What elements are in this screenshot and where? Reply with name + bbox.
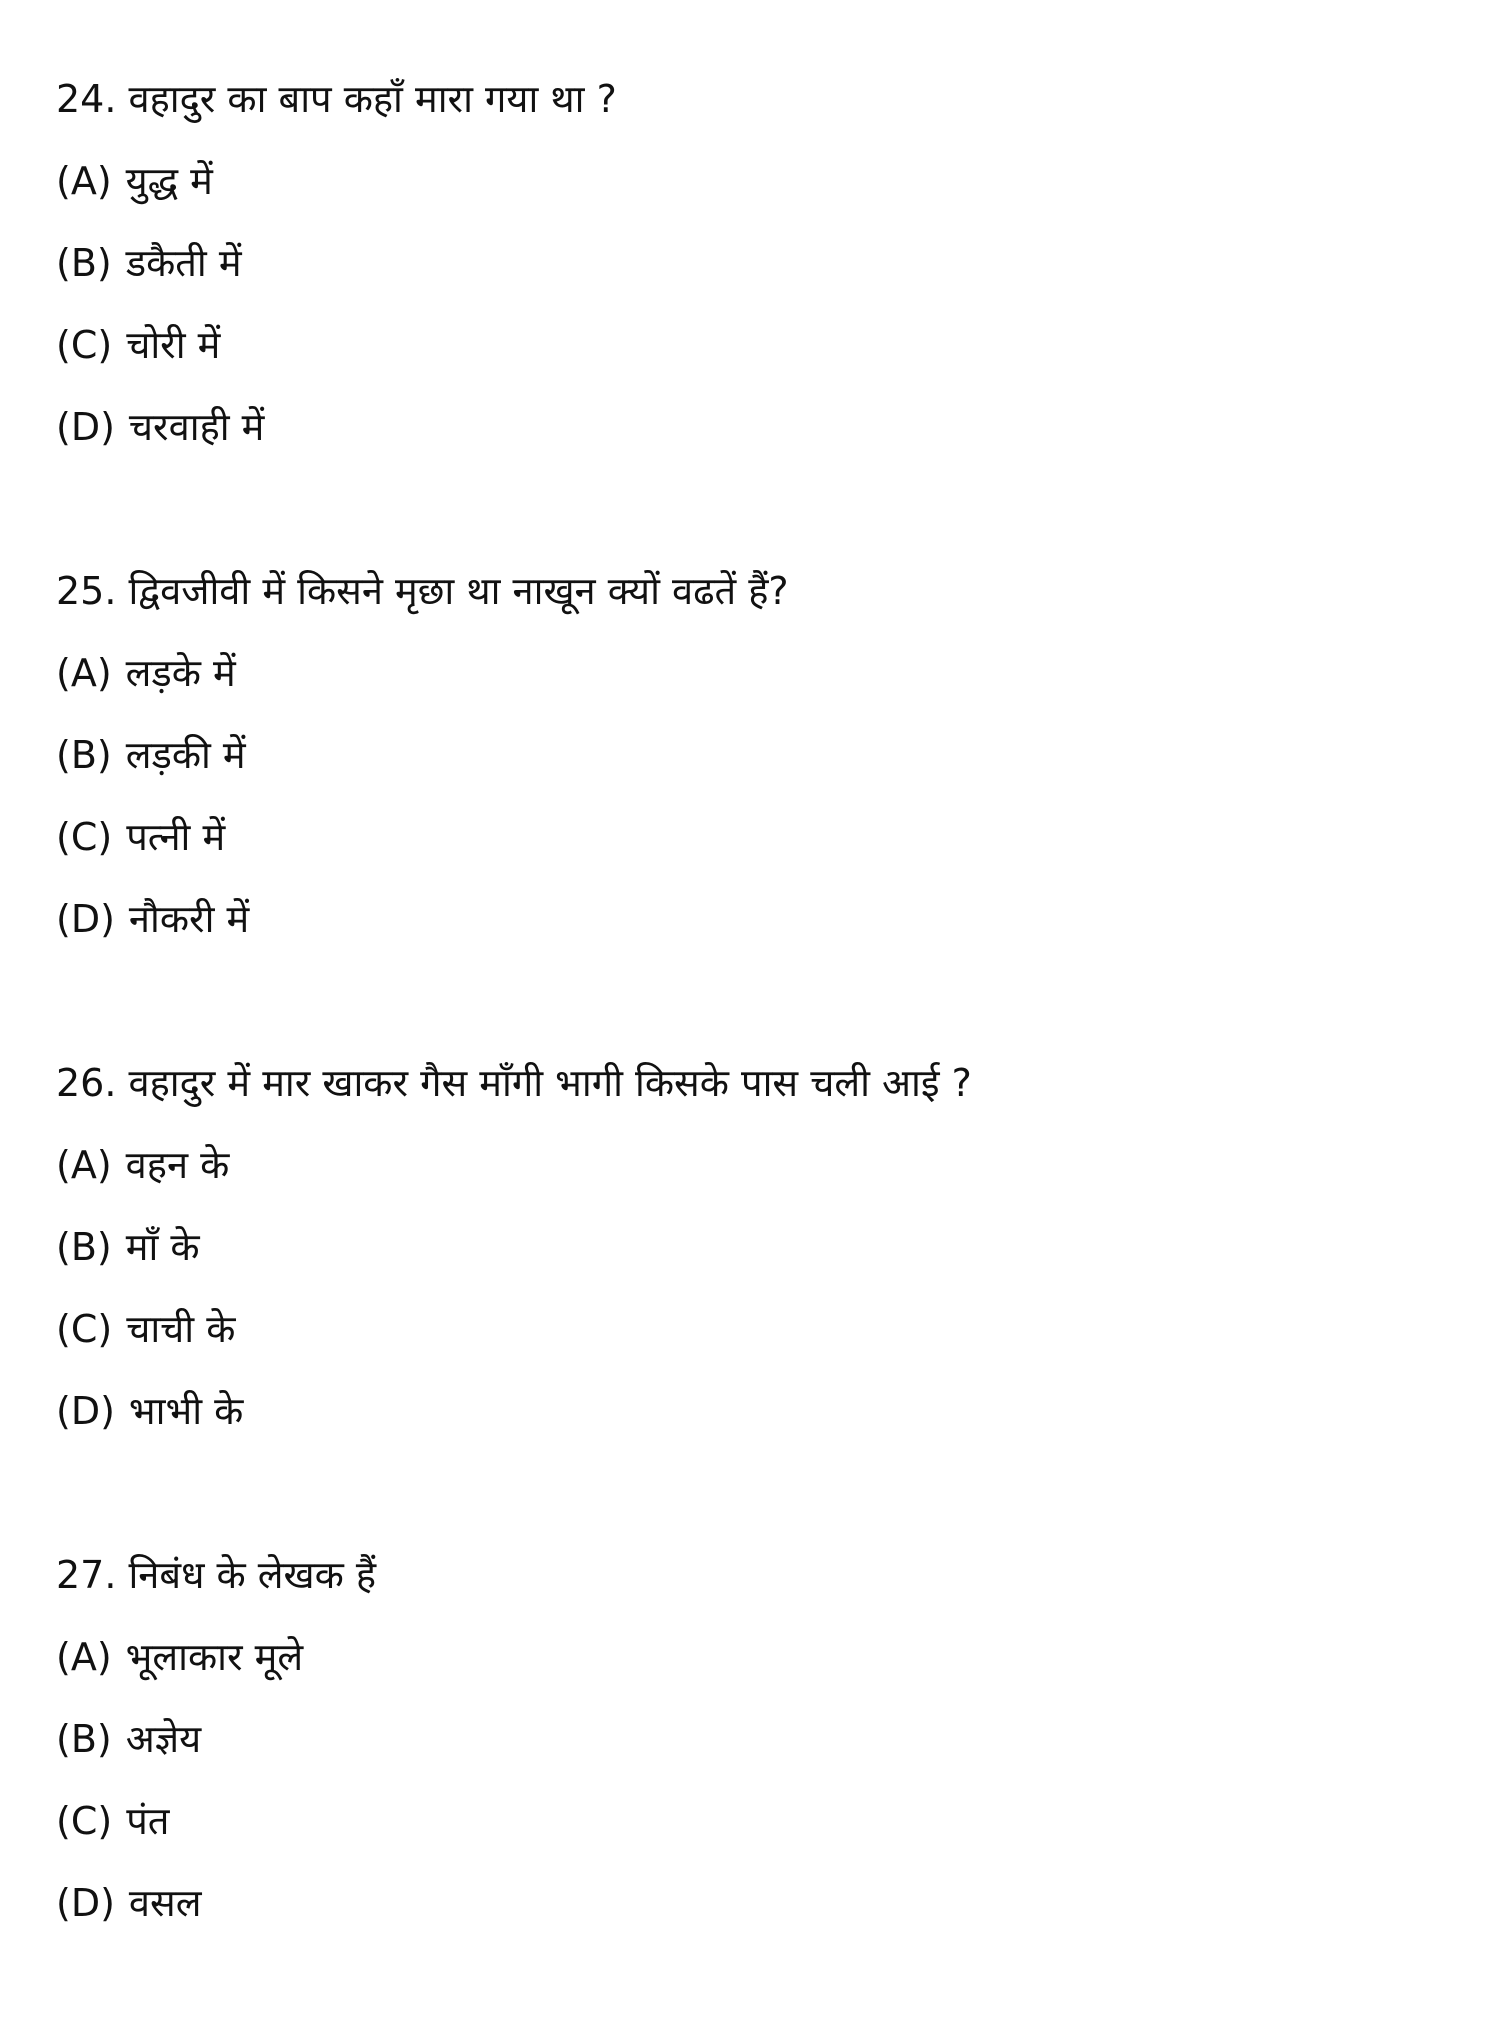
option-key: (B) xyxy=(56,1717,112,1761)
question-number: 25. xyxy=(56,569,117,613)
option-c xyxy=(56,796,1456,878)
question-text-line xyxy=(56,1042,1456,1124)
option-text: चरवाही में xyxy=(128,405,265,449)
question-text: वहादुर का बाप कहाँ मारा गया था ? xyxy=(128,77,617,121)
option-d xyxy=(56,878,1456,960)
option-text: नौकरी में xyxy=(128,897,250,941)
option-key: (D) xyxy=(56,897,115,941)
option-key: (C) xyxy=(56,323,113,367)
question-number: 27. xyxy=(56,1553,117,1597)
option-text: लड़की में xyxy=(125,733,246,777)
option-text: चोरी में xyxy=(126,323,221,367)
question-number: 24. xyxy=(56,77,117,121)
option-text: पंत xyxy=(126,1799,170,1843)
question-26 xyxy=(56,1042,1456,1452)
option-c xyxy=(56,304,1456,386)
option-key: (B) xyxy=(56,733,112,777)
option-key: (A) xyxy=(56,651,112,695)
option-key: (A) xyxy=(56,1635,112,1679)
option-text: लड़के में xyxy=(125,651,236,695)
option-key: (C) xyxy=(56,815,113,859)
option-b xyxy=(56,1206,1456,1288)
option-text: माँ के xyxy=(125,1225,200,1269)
question-text-line xyxy=(56,58,1456,140)
option-a xyxy=(56,632,1456,714)
question-text: वहादुर में मार खाकर गैस माँगी भागी किसके पास चली आई ? xyxy=(128,1061,972,1105)
option-b xyxy=(56,1698,1456,1780)
option-c xyxy=(56,1780,1456,1862)
question-text: द्विवजीवी में किसने मृछा था नाखून क्यों वढतें हैं? xyxy=(128,569,789,613)
option-a xyxy=(56,1124,1456,1206)
option-key: (D) xyxy=(56,1881,115,1925)
option-text: युद्ध में xyxy=(125,159,213,203)
question-24 xyxy=(56,58,1456,468)
option-text: अज्ञेय xyxy=(125,1717,202,1761)
option-key: (D) xyxy=(56,1389,115,1433)
option-a xyxy=(56,140,1456,222)
option-c xyxy=(56,1288,1456,1370)
option-key: (A) xyxy=(56,159,112,203)
option-text: वहन के xyxy=(125,1143,230,1187)
option-key: (D) xyxy=(56,405,115,449)
question-25 xyxy=(56,550,1456,960)
option-key: (A) xyxy=(56,1143,112,1187)
option-text: डकैती में xyxy=(125,241,242,285)
option-text: वसल xyxy=(128,1881,202,1925)
option-text: भाभी के xyxy=(128,1389,244,1433)
question-text: निबंध के लेखक हैं xyxy=(128,1553,377,1597)
question-text-line xyxy=(56,550,1456,632)
option-text: पत्नी में xyxy=(126,815,226,859)
option-text: चाची के xyxy=(126,1307,236,1351)
option-text: भूलाकार मूले xyxy=(125,1635,304,1679)
option-key: (B) xyxy=(56,1225,112,1269)
question-number: 26. xyxy=(56,1061,117,1105)
question-text-line xyxy=(56,1534,1456,1616)
option-b xyxy=(56,222,1456,304)
option-key: (B) xyxy=(56,241,112,285)
option-d xyxy=(56,386,1456,468)
option-d xyxy=(56,1862,1456,1944)
option-a xyxy=(56,1616,1456,1698)
option-key: (C) xyxy=(56,1799,113,1843)
option-key: (C) xyxy=(56,1307,113,1351)
question-27 xyxy=(56,1534,1456,1944)
option-b xyxy=(56,714,1456,796)
option-d xyxy=(56,1370,1456,1452)
question-sheet xyxy=(56,58,1456,1944)
